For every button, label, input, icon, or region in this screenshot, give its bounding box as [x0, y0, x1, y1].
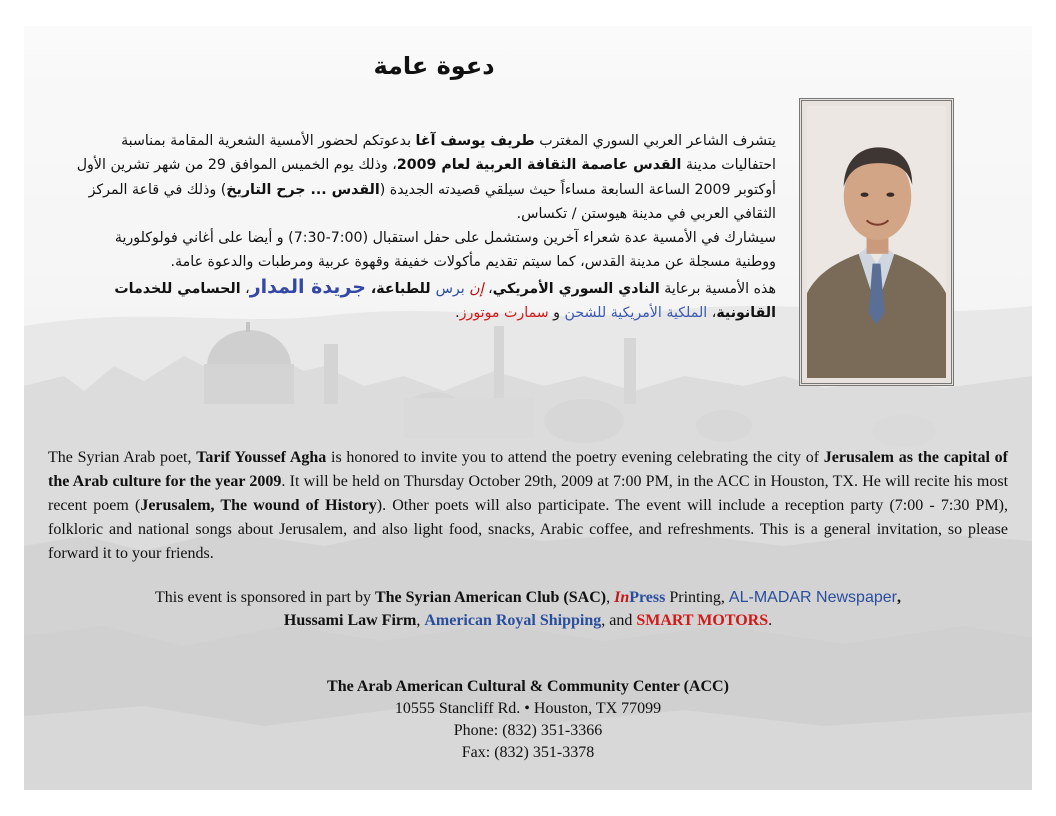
sponsor-inpress-in: In: [614, 589, 630, 606]
arabic-title: دعوة عامة: [373, 52, 495, 80]
arabic-sponsor-shipping: الملكية الأمريكية للشحن: [564, 305, 708, 322]
arabic-poem-title: القدس ... جرح التاريخ: [226, 181, 380, 198]
poet-photo-frame: [799, 98, 954, 386]
arabic-sponsor-inpress-press: برس: [435, 280, 470, 297]
english-poet-name: Tarif Youssef Agha: [196, 449, 327, 466]
poet-portrait-photo: [807, 106, 946, 378]
arabic-paragraph-2: سيشارك في الأمسية عدة شعراء آخرين وستشمل على حفل استقبال (7:00-7:30) و أيضا على أغاني فولوكلورية ووطنية مسجلة عن مدينة القدس، كما سيتم تقديم مأكولات خفيفة وقهوة عربية ومرطبات والدعوة عامة.: [114, 230, 776, 271]
english-poem-title: Jerusalem, The wound of History: [140, 497, 377, 515]
arabic-sponsor-law: الحسامي للخدمات القانونية: [114, 280, 776, 322]
english-invitation-text: The Syrian Arab poet, Tarif Youssef Agha is honored to invite you to attend the poetry evening celebrating the city of Jerusalem as the capital of the Arab culture for the year 2009. It will be held on Thursday October 29th, 2009 at 7:00 PM, in the ACC in Houston, TX. He will recite his most recent poem (Jerusalem, The wound of History). Other poets will also participate. The event will include a reception party (7:00 - 7:30 PM), folkloric and national songs about Jerusalem, and also light food, snacks, Arabic coffee, and refreshments. This is a general invitation, so please forward it to your friends.: [48, 449, 1009, 563]
arabic-sponsor-inpress-in: إن: [469, 280, 484, 297]
invitation-page: [24, 26, 1032, 790]
arabic-poet-name: طريف يوسف آغا: [415, 133, 535, 149]
arabic-sponsor-smart: سمارت موتورز: [459, 305, 549, 322]
sponsor-madar: AL-MADAR Newspaper: [728, 589, 897, 606]
sponsor-smart-motors: SMART MOTORS: [636, 612, 769, 629]
arabic-sponsor-madar: جريدة المدار: [249, 275, 366, 298]
venue-name: The Arab American Cultural & Community Center (ACC): [327, 678, 729, 695]
arabic-paragraph-1: يتشرف الشاعر العربي السوري المغترب طريف يوسف آغا بدعوتكم لحضور الأمسية الشعرية المقامة بمناسبة احتفاليات مدينة القدس عاصمة الثقافة العربية لعام 2009، وذلك يوم الخميس الموافق 29 من شهر تشرين الأول أوكتوبر 2009 الساعة السابعة مساءاً حيث سيلقي قصيدته الجديدة (القدس ... جرح التاريخ) وذلك في قاعة المركز الثقافي العربي في مدينة هيوستن / تكساس.: [76, 133, 776, 222]
venue-address-block: [228, 676, 828, 764]
sponsor-law-firm: Hussami Law Firm: [283, 612, 417, 629]
english-sponsors: This event is sponsored in part by The Syrian American Club (SAC), InPress Printing, AL-MADAR Newspaper, Hussami Law Firm, American Royal Shipping, and SMART MOTORS.: [155, 589, 901, 629]
arabic-sponsor-club: النادي السوري الأمريكي: [492, 280, 660, 297]
sponsor-club: The Syrian American Club (SAC): [374, 589, 607, 606]
sponsor-inpress-press: Press: [629, 589, 666, 606]
arabic-invitation-text: [76, 129, 776, 325]
english-capital-phrase: Jerusalem as the capital of the Arab culture for the year 2009: [48, 449, 1009, 491]
venue-phone: Phone: (832) 351-3366: [453, 722, 603, 739]
venue-street: 10555 Stancliff Rd. • Houston, TX 77099: [394, 700, 662, 717]
arabic-sponsors-paragraph: هذه الأمسية برعاية النادي السوري الأمريكي، إن برس للطباعة، جريدة المدار، الحسامي للخدمات القانونية، الملكية الأمريكية للشحن و سمارت موتورز.: [114, 275, 776, 322]
sponsor-shipping: American Royal Shipping: [424, 612, 602, 629]
arabic-capital-phrase: القدس عاصمة الثقافة العربية لعام 2009: [396, 157, 682, 174]
venue-fax: Fax: (832) 351-3378: [461, 744, 595, 761]
